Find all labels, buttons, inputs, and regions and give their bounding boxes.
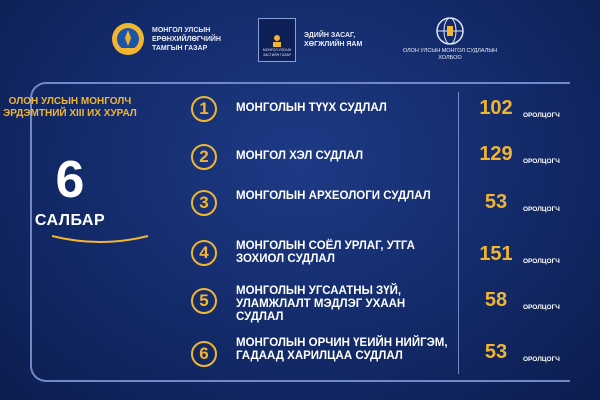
logo-presidential-office-text: МОНГОЛ УЛСЫН ЕРӨНХИЙЛӨГЧИЙН ТАМГЫН ГАЗАР — [152, 26, 221, 52]
participant-count: 53 — [484, 191, 508, 213]
participant-unit: ОРОЛЦОГЧ — [523, 304, 560, 311]
list-item — [0, 337, 600, 381]
logo-mongolian-studies-association — [400, 16, 500, 62]
list-item — [0, 188, 600, 232]
participant-count: 53 — [484, 341, 508, 363]
list-item — [0, 240, 600, 284]
congress-title: ОЛОН УЛСЫН МОНГОЛЧ ЭРДЭМТНИЙ XIII ИХ ХУРАЛ — [3, 96, 137, 119]
logo-presidential-office — [110, 18, 232, 60]
participant-count: 151 — [479, 243, 513, 265]
list-item — [0, 94, 600, 138]
state-emblem-icon — [110, 18, 146, 60]
participant-unit: ОРОЛЦОГЧ — [523, 158, 560, 165]
participant-count: 102 — [479, 97, 513, 119]
book-emblem-icon — [258, 18, 296, 62]
section-number: 2 — [191, 144, 217, 170]
section-label: МОНГОЛЫН ТҮҮХ СУДЛАЛ — [236, 102, 387, 114]
book-emblem-label: МОНГОЛ УЛСЫН ЗАСГИЙН ГАЗАР — [262, 48, 292, 57]
participant-unit: ОРОЛЦОГЧ — [523, 206, 560, 213]
section-number: 1 — [191, 96, 217, 122]
logo-ministry — [258, 18, 394, 62]
participant-unit: ОРОЛЦОГЧ — [523, 258, 560, 265]
section-total-unit: САЛБАР — [34, 212, 106, 229]
globe-icon — [435, 16, 465, 46]
list-item — [0, 285, 600, 329]
section-number: 4 — [191, 240, 217, 266]
section-label: МОНГОЛЫН СОЁЛ УРЛАГ, УТГА ЗОХИОЛ СУДЛАЛ — [236, 240, 415, 265]
section-number: 5 — [191, 288, 217, 314]
section-total-count: 6 — [55, 151, 85, 209]
section-label: МОНГОЛЫН АРХЕОЛОГИ СУДЛАЛ — [236, 190, 431, 202]
soyombo-icon — [270, 34, 284, 48]
logo-mongolian-studies-association-text: ОЛОН УЛСЫН МОНГОЛ СУДЛАЛЫН ХОЛБОО — [402, 48, 498, 61]
header — [0, 18, 600, 68]
section-label: МОНГОЛЫН УГСААТНЫ ЗҮЙ, УЛАМЖЛАЛТ МЭДЛЭГ УХААН СУДЛАЛ — [236, 285, 406, 323]
participant-unit: ОРОЛЦОГЧ — [523, 112, 560, 119]
participant-count: 58 — [484, 289, 508, 311]
participant-count: 129 — [479, 143, 513, 165]
participant-unit: ОРОЛЦОГЧ — [523, 356, 560, 363]
section-label: МОНГОЛЫН ОРЧИН ҮЕИЙН НИЙГЭМ, ГАДААД ХАРИЛЦАА СУДЛАЛ — [236, 337, 448, 362]
section-label: МОНГОЛ ХЭЛ СУДЛАЛ — [236, 150, 364, 162]
logo-ministry-text: ЭДИЙН ЗАСАГ, ХӨГЖЛИЙН ЯАМ — [304, 32, 363, 48]
section-number: 6 — [191, 341, 217, 367]
list-item — [0, 142, 600, 186]
section-number: 3 — [191, 190, 217, 216]
